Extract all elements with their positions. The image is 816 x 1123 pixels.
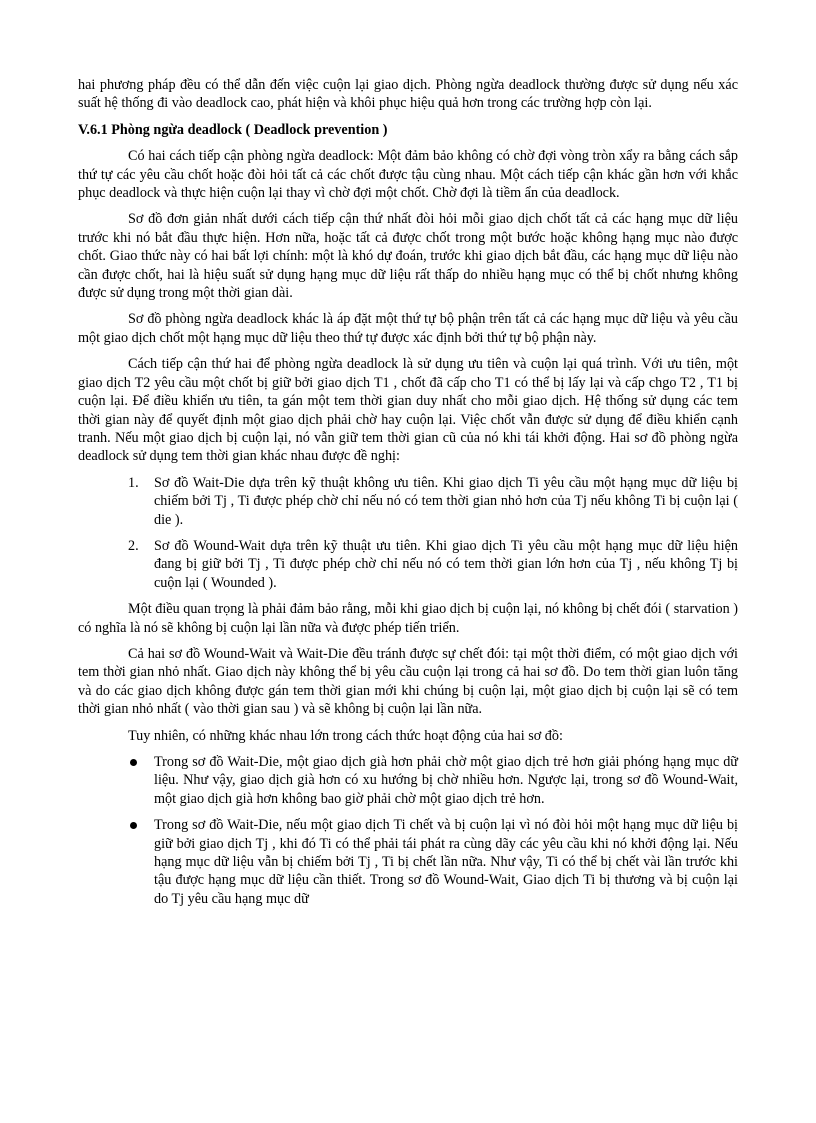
numbered-list bbox=[78, 474, 738, 592]
list-item-text: Trong sơ đồ Wait-Die, một giao dịch già hơn phải chờ một giao dịch trẻ hơn giải phóng hạng mục dữ liệu. Như vậy, giao dịch già hơn có xu hướng bị chờ nhiều hơn. Ngược lại, trong sơ đồ Wound-Wait, một giao dịch già hơn không bao giờ phải chờ một giao dịch trẻ hơn. bbox=[154, 754, 738, 807]
paragraph-both-schemes: Cả hai sơ đồ Wound-Wait và Wait-Die đều tránh được sự chết đói: tại một thời điểm, có một giao dịch với tem thời gian nhỏ nhất. Giao dịch này không thể bị yêu cầu cuộn lại trong cả hai sơ đồ. Do tem thời gian luôn tăng và do các giao dịch không được gán tem thời gian mới khi chúng bị cuộn lại, một giao dịch bị cuộn lại sẽ có tem thời gian nhỏ nhất ( vào thời gian sau ) và sẽ không bị cuộn lại lần nữa. bbox=[78, 645, 738, 718]
paragraph-partial-order: Sơ đồ phòng ngừa deadlock khác là áp đặt một thứ tự bộ phận trên tất cả các hạng mục dữ liệu và yêu cầu một giao dịch chốt một hạng mục dữ liệu theo thứ tự được xác định bởi thứ tự bộ phận này. bbox=[78, 311, 738, 346]
list-item bbox=[78, 753, 738, 808]
paragraph-differences: Tuy nhiên, có những khác nhau lớn trong cách thức hoạt động của hai sơ đồ: bbox=[128, 727, 563, 744]
list-number: 1. bbox=[128, 474, 139, 491]
list-item-text: Sơ đồ Wait-Die dựa trên kỹ thuật không ưu tiên. Khi giao dịch Ti yêu cầu một hạng mục dữ liệu bị chiếm bởi Tj , Ti được phép chờ chỉ nếu nó có tem thời gian nhỏ hơn của Tj nếu không Ti bị cuộn lại ( die ). bbox=[154, 474, 738, 528]
list-item-text: Trong sơ đồ Wait-Die, nếu một giao dịch Ti chết và bị cuộn lại vì nó đòi hỏi một hạng mục dữ liệu bị giữ bởi giao dịch Tj , khi đó Ti có thể phải tái phát ra cùng dãy các yêu cầu khi nó khởi động lại. Nếu hạng mục dữ liệu vẫn bị chiếm bởi Tj , Ti bị chết lần nữa. Như vậy, Ti có thể bị chết vài lần trước khi tậu được hạng mục dữ liệu cần thiết. Trong sơ đồ Wound-Wait, Giao dịch Ti bị thương và bị cuộn lại do Tj yêu cầu hạng mục dữ bbox=[154, 817, 738, 907]
paragraph-approaches: Có hai cách tiếp cận phòng ngừa deadlock: Một đảm bảo không có chờ đợi vòng tròn xẩy ra bằng cách sắp thứ tự các yêu cầu chốt hoặc đòi hỏi tất cả các chốt được tậu cùng nhau. Một cách tiếp cận khác gần hơn với khắc phục deadlock và thực hiện cuộn lại thay vì chờ đợi một chốt. Chờ đợi là tiềm ẩn của deadlock. bbox=[78, 148, 738, 202]
paragraph-preemption: Cách tiếp cận thứ hai để phòng ngừa deadlock là sử dụng ưu tiên và cuộn lại quá trình. Với ưu tiên, một giao dịch T2 yêu cầu một chốt bị giữ bởi giao dịch T1 , chốt đã cấp cho T1 có thể bị lấy lại và cấp chgo T2 , T1 bị cuộn lại. Để điều khiển ưu tiên, ta gán một tem thời gian duy nhất cho mỗi giao dịch. Hệ thống sử dụng các tem thời gian này để quyết định một giao dịch phải chờ hay cuộn lại. Việc chốt vẫn được sử dụng để điều khiển cạnh tranh. Nếu một giao dịch bị cuộn lại, nó vẫn giữ tem thời gian cũ của nó khi tái khởi động. Hai sơ đồ phòng ngừa deadlock sử dụng tem thời gian khác nhau được đề nghị: bbox=[78, 356, 738, 465]
bullet-icon bbox=[130, 822, 137, 829]
paragraph-intro: hai phương pháp đều có thể dẫn đến việc cuộn lại giao dịch. Phòng ngừa deadlock thường được sử dụng nếu xác suất hệ thống đi vào deadlock cao, phát hiện và khôi phục hiệu quả hơn trong các trường hợp còn lại. bbox=[78, 77, 738, 112]
paragraph-starvation: Một điều quan trọng là phải đảm bảo rằng, mỗi khi giao dịch bị cuộn lại, nó không bị chết đói ( starvation ) có nghĩa là nó sẽ không bị cuộn lại lần nữa và được phép tiến triển. bbox=[78, 601, 738, 636]
list-item bbox=[78, 474, 738, 529]
list-number: 2. bbox=[128, 537, 139, 554]
paragraph-simplest-scheme: Sơ đồ đơn giản nhất dưới cách tiếp cận thứ nhất đòi hỏi mỗi giao dịch chốt tất cả các hạng mục dữ liệu trước khi nó bắt đầu thực hiện. Hơn nữa, hoặc tất cả được chốt trong một bước hoặc không hạng mục nào được chốt. Giao thức này có hai bất lợi chính: một là khó dự đoán, trước khi giao dịch bắt đầu, các hạng mục dữ liệu nào cần được chốt, hai là hiệu suất sử dụng hạng mục dữ liệu rất thấp do nhiều hạng mục có thể bị chốt nhưng không được sử dụng trong một thời gian dài. bbox=[78, 211, 738, 302]
bullet-icon bbox=[130, 759, 137, 766]
bullet-list bbox=[78, 753, 738, 908]
list-item-text: Sơ đồ Wound-Wait dựa trên kỹ thuật ưu tiên. Khi giao dịch Ti yêu cầu một hạng mục dữ liệu hiện đang bị giữ bởi Tj , Ti được phép chờ chỉ nếu nó có tem thời gian lớn hơn của Tj , nếu không Tj bị cuộn lại ( Wounded ). bbox=[154, 537, 738, 591]
list-item bbox=[78, 537, 738, 592]
document-page bbox=[78, 76, 738, 916]
section-heading: V.6.1 Phòng ngừa deadlock ( Deadlock prevention ) bbox=[78, 121, 388, 138]
list-item bbox=[78, 816, 738, 908]
